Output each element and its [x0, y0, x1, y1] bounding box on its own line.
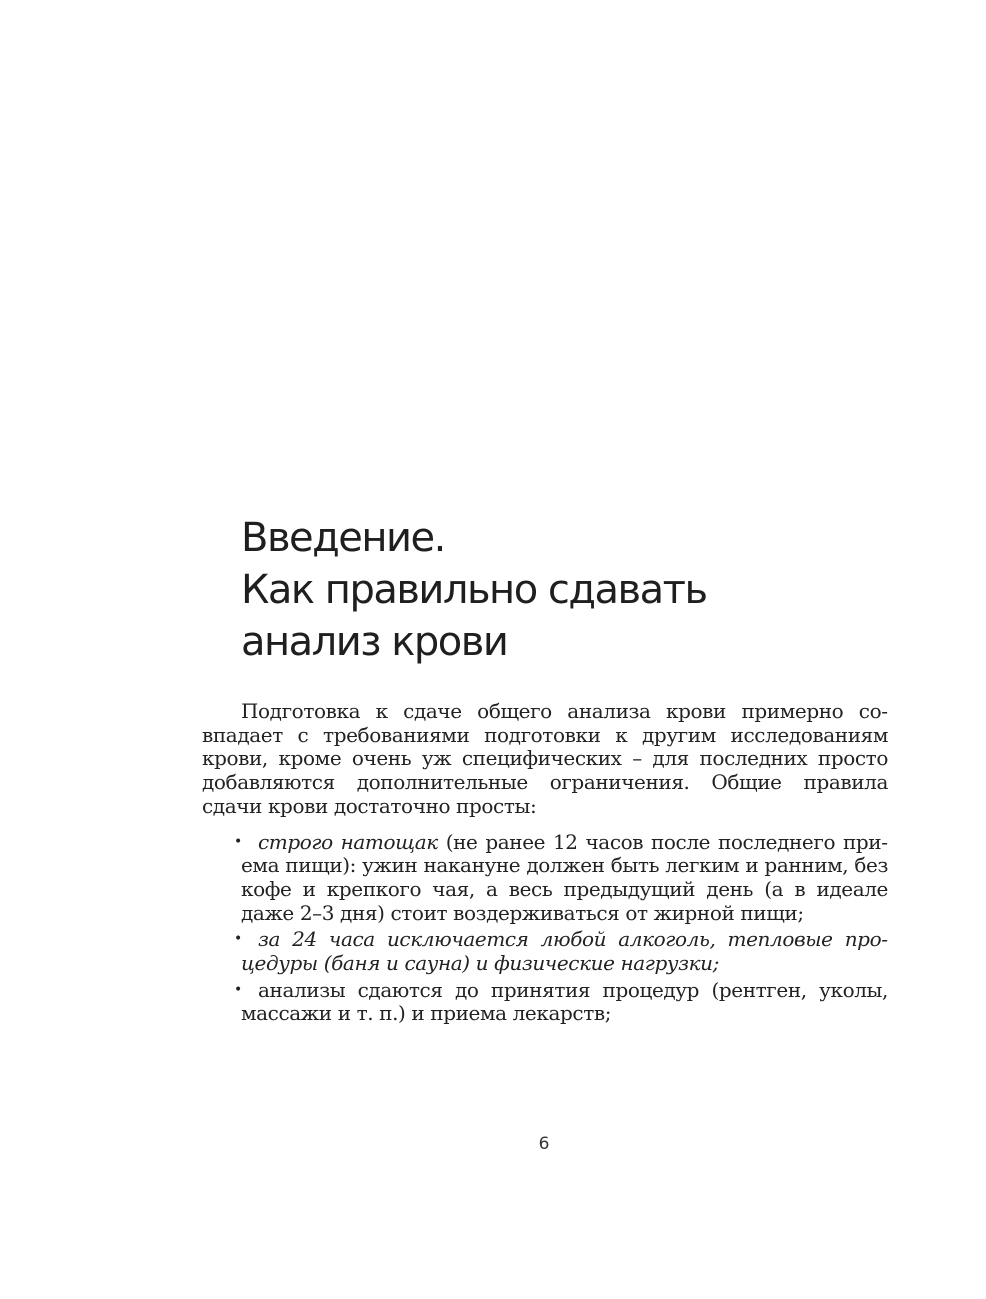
list-item-text [241, 831, 888, 926]
bullet-icon: • [234, 833, 242, 850]
list-item-emphasis: за 24 часа исключается любой алкоголь, тепловые процедуры (баня и сауна) и физические нагрузки; [241, 927, 888, 976]
intro-paragraph: Подготовка к сдаче общего анализа крови примерно совпадает с требованиями подготовки к другим исследованиям крови, кроме очень уж специфических – для последних просто добавляются дополнительные ограничения. Общие правила сдачи крови достаточно просты: [202, 699, 888, 818]
rules-list [202, 831, 888, 1027]
list-item-text [241, 979, 888, 1026]
list-item-rest: анализы сдаются до принятия процедур (рентген, уколы, массажи и т. п.) и приема лекарств; [241, 977, 888, 1026]
bullet-icon: • [234, 981, 242, 998]
chapter-title [241, 512, 881, 668]
chapter-body [202, 700, 888, 1029]
chapter-title-line-1: Введение. [241, 515, 445, 561]
list-item-fasting [234, 829, 888, 926]
list-item-text [241, 928, 888, 975]
list-item-rest: (не ранее 12 часов после последнего приема пищи): ужин накануне должен быть легким и ранним, без кофе и крепкого чая, а весь предыдущий день (а в идеале даже 2–3 дня) стоит воздерживаться от жирной пищи; [241, 829, 888, 925]
list-item-emphasis: строго натощак [258, 829, 438, 854]
chapter-title-line-3: анализ крови [241, 619, 508, 665]
bullet-icon: • [234, 931, 242, 948]
list-item-alcohol [234, 927, 888, 976]
page-number: 6 [538, 1134, 550, 1154]
list-item-procedures [234, 977, 888, 1026]
chapter-title-line-2: Как правильно сдавать [241, 567, 707, 613]
